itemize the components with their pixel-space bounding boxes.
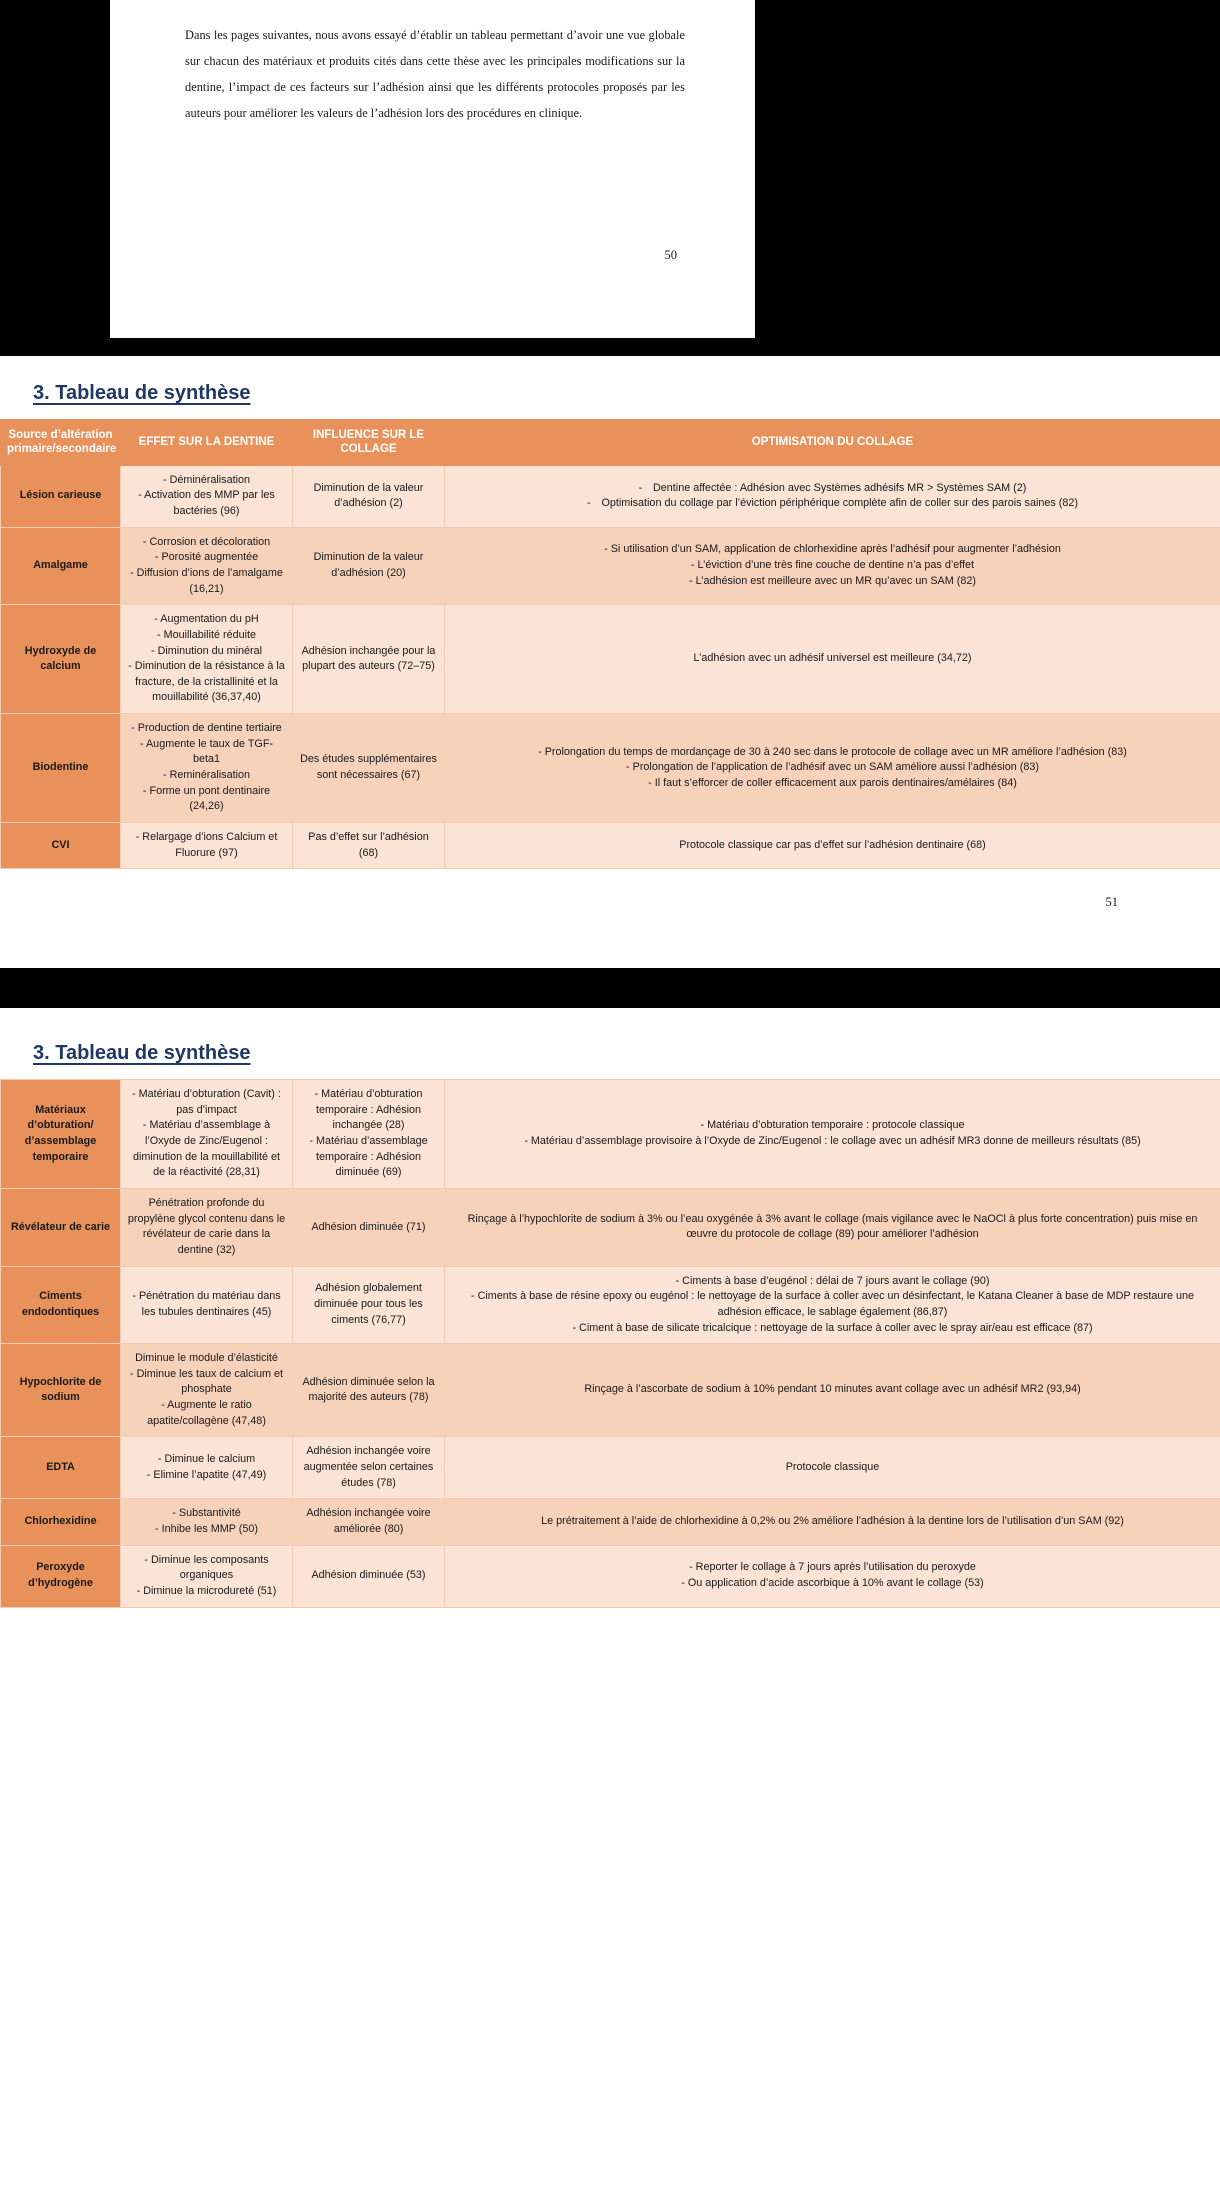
cell-optimisation: - Reporter le collage à 7 jours après l’utilisation du peroxyde - Ou application d’acide ascorbique à 10% avant le collage (53): [445, 1545, 1220, 1607]
cell-influence: Diminution de la valeur d’adhésion (20): [293, 527, 445, 605]
cell-optimisation: Rinçage à l’ascorbate de sodium à 10% pendant 10 minutes avant collage avec un adhésif MR2 (93,94): [445, 1344, 1220, 1437]
row-header-source: Hypochlorite de sodium: [1, 1344, 121, 1437]
cell-optimisation: Protocole classique car pas d’effet sur l’adhésion dentinaire (68): [445, 822, 1220, 868]
cell-effet: - Déminéralisation - Activation des MMP par les bactéries (96): [121, 465, 293, 527]
cell-optimisation: - Matériau d’obturation temporaire : protocole classique - Matériau d’assemblage provisoire à l’Oxyde de Zinc/Eugenol : le collage avec un adhésif MR3 donne de meilleurs résultats (85): [445, 1080, 1220, 1189]
row-header-source: Révélateur de carie: [1, 1189, 121, 1267]
cell-effet: - Substantivité - Inhibe les MMP (50): [121, 1499, 293, 1545]
document-sheet-page-50: [110, 0, 755, 338]
table-row: [1, 1344, 1220, 1437]
column-header-source: Source d’altération primaire/secondaire: [1, 420, 121, 466]
cell-effet: - Production de dentine tertiaire - Augmente le taux de TGF-beta1 - Reminéralisation - Forme un pont dentinaire (24,26): [121, 714, 293, 823]
row-header-source: Hydroxyde de calcium: [1, 605, 121, 714]
synthesis-table-1: [0, 419, 1220, 869]
table-header-row: [1, 420, 1220, 466]
page-number-50: 50: [664, 248, 677, 262]
page-title-tableau-synthese-2: 3. Tableau de synthèse: [33, 1042, 251, 1065]
page-number-51: 51: [0, 869, 1220, 910]
cell-optimisation: Rinçage à l’hypochlorite de sodium à 3% ou l’eau oxygénée à 3% avant le collage (mais vigilance avec le NaOCl à plus forte concentration) puis mise en œuvre du protocole de collage (89) pour améliorer l’adhésion: [445, 1189, 1220, 1267]
cell-effet: Diminue le module d’élasticité - Diminue les taux de calcium et phosphate - Augmente le ratio apatite/collagène (47,48): [121, 1344, 293, 1437]
cell-influence: Adhésion diminuée (71): [293, 1189, 445, 1267]
cell-effet: - Augmentation du pH - Mouillabilité réduite - Diminution du minéral - Diminution de la résistance à la fracture, de la cristallinité et la mouillabilité (36,37,40): [121, 605, 293, 714]
table-row: [1, 1545, 1220, 1607]
row-header-source: Chlorhexidine: [1, 1499, 121, 1545]
cell-effet: Pénétration profonde du propylène glycol contenu dans le révélateur de carie dans la dentine (32): [121, 1189, 293, 1267]
section-heading-wrap-1: [0, 356, 1220, 419]
cell-optimisation: Le prétraitement à l’aide de chlorhexidine à 0,2% ou 2% améliore l’adhésion à la dentine lors de l’utilisation d’un SAM (92): [445, 1499, 1220, 1545]
cell-influence: - Matériau d’obturation temporaire : Adhésion inchangée (28) - Matériau d’assemblage temporaire : Adhésion diminuée (69): [293, 1080, 445, 1189]
table-row: [1, 822, 1220, 868]
cell-influence: Adhésion globalement diminuée pour tous les ciments (76,77): [293, 1266, 445, 1344]
cell-influence: Adhésion inchangée voire améliorée (80): [293, 1499, 445, 1545]
page-title-tableau-synthese-1: 3. Tableau de synthèse: [33, 382, 251, 404]
cell-influence: Diminution de la valeur d’adhésion (2): [293, 465, 445, 527]
table-row: [1, 605, 1220, 714]
spacer: [0, 910, 1220, 968]
row-header-source: Biodentine: [1, 714, 121, 823]
column-header-optimisation: OPTIMISATION DU COLLAGE: [445, 420, 1220, 466]
row-header-source: CVI: [1, 822, 121, 868]
cell-effet: - Diminue les composants organiques - Diminue la microdureté (51): [121, 1545, 293, 1607]
cell-effet: - Matériau d’obturation (Cavit) : pas d’impact - Matériau d’assemblage à l’Oxyde de Zinc/Eugenol : diminution de la mouillabilité et de la réactivité (28,31): [121, 1080, 293, 1189]
table-row: [1, 1189, 1220, 1267]
cell-influence: Adhésion inchangée voire augmentée selon certaines études (78): [293, 1437, 445, 1499]
table-row: [1, 465, 1220, 527]
page-separator-band: [0, 968, 1220, 1008]
cell-optimisation: - Prolongation du temps de mordançage de 30 à 240 sec dans le protocole de collage avec un MR améliore l’adhésion (83) - Prolongation de l’application de l’adhésif avec un SAM améliore aussi l’adhésion (83) - Il faut s’efforcer de coller efficacement aux parois dentinaires/amélaires (84): [445, 714, 1220, 823]
cell-influence: Adhésion diminuée selon la majorité des auteurs (78): [293, 1344, 445, 1437]
row-header-source: EDTA: [1, 1437, 121, 1499]
spacer-2: [0, 1008, 1220, 1016]
column-header-influence: INFLUENCE SUR LE COLLAGE: [293, 420, 445, 466]
column-header-effet: EFFET SUR LA DENTINE: [121, 420, 293, 466]
table-row: [1, 714, 1220, 823]
table-row: [1, 527, 1220, 605]
pdf-viewer-black-background: [0, 0, 1220, 356]
table-row: [1, 1499, 1220, 1545]
cell-optimisation: - Dentine affectée : Adhésion avec Systèmes adhésifs MR > Systèmes SAM (2) - Optimisation du collage par l’éviction périphérique complète afin de coller sur des parois saines (82): [445, 465, 1220, 527]
intro-paragraph: Dans les pages suivantes, nous avons essayé d’établir un tableau permettant d’avoir une vue globale sur chacun des matériaux et produits cités dans cette thèse avec les principales modifications sur la dentine, l’impact de ces facteurs sur l’adhésion ainsi que les différents protocoles proposés par les auteurs pour améliorer les valeurs de l’adhésion lors des procédures en clinique.: [185, 28, 685, 121]
cell-optimisation: Protocole classique: [445, 1437, 1220, 1499]
row-header-source: Matériaux d’obturation/ d’assemblage temporaire: [1, 1080, 121, 1189]
table-row: [1, 1266, 1220, 1344]
cell-influence: Des études supplémentaires sont nécessaires (67): [293, 714, 445, 823]
section-heading-wrap-2: [0, 1016, 1220, 1079]
synthesis-table-2: [0, 1079, 1220, 1607]
cell-influence: Adhésion inchangée pour la plupart des auteurs (72–75): [293, 605, 445, 714]
table-row: [1, 1080, 1220, 1189]
cell-effet: - Diminue le calcium - Elimine l’apatite (47,49): [121, 1437, 293, 1499]
cell-effet: - Pénétration du matériau dans les tubules dentinaires (45): [121, 1266, 293, 1344]
cell-optimisation: L’adhésion avec un adhésif universel est meilleure (34,72): [445, 605, 1220, 714]
table-row: [1, 1437, 1220, 1499]
cell-effet: - Relargage d’ions Calcium et Fluorure (97): [121, 822, 293, 868]
row-header-source: Lésion carieuse: [1, 465, 121, 527]
cell-effet: - Corrosion et décoloration - Porosité augmentée - Diffusion d’ions de l’amalgame (16,21): [121, 527, 293, 605]
cell-influence: Pas d’effet sur l’adhésion (68): [293, 822, 445, 868]
cell-influence: Adhésion diminuée (53): [293, 1545, 445, 1607]
cell-optimisation: - Ciments à base d’eugénol : délai de 7 jours avant le collage (90) - Ciments à base de résine epoxy ou eugénol : le nettoyage de la surface à coller avec un désinfectant, le Katana Cleaner à base de MDP restaure une adhésion efficace, le sablage également (86,87) - Ciment à base de silicate tricalcique : nettoyage de la surface à coller avec le spray air/eau est efficace (87): [445, 1266, 1220, 1344]
row-header-source: Amalgame: [1, 527, 121, 605]
row-header-source: Peroxyde d’hydrogène: [1, 1545, 121, 1607]
cell-optimisation: - Si utilisation d’un SAM, application de chlorhexidine après l’adhésif pour augmenter l’adhésion - L’éviction d’une très fine couche de dentine n’a pas d’effet - L’adhésion est meilleure avec un MR qu’avec un SAM (82): [445, 527, 1220, 605]
row-header-source: Ciments endodontiques: [1, 1266, 121, 1344]
